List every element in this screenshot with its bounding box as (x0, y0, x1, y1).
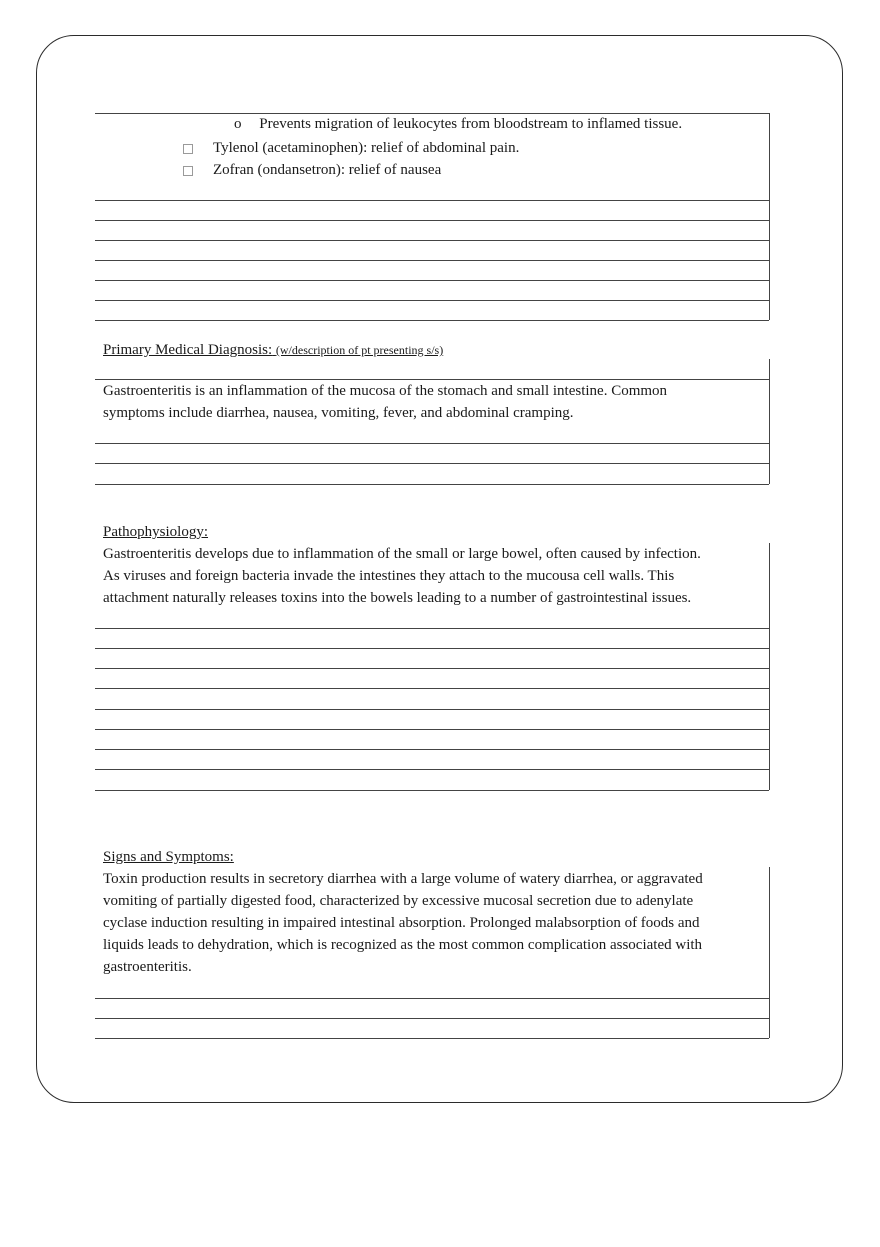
primary-diagnosis-title: Primary Medical Diagnosis: (103, 342, 273, 358)
pathophysiology-text (103, 543, 763, 609)
medication-item (183, 137, 519, 159)
section-right-border (769, 359, 770, 484)
writing-line (95, 300, 769, 301)
writing-line (95, 443, 769, 444)
medication-item-text: Tylenol (acetaminophen): relief of abdominal pain. (213, 140, 520, 156)
text-line: vomiting of partially digested food, characterized by excessive mucosal secretion due to adenylate (103, 893, 694, 909)
text-line: Gastroenteritis is an inflammation of the mucosa of the stomach and small intestine. Common (103, 383, 668, 399)
pathophysiology-heading: Pathophysiology: (103, 524, 209, 540)
section-right-border (769, 867, 770, 1038)
writing-line (95, 688, 769, 689)
text-line: gastroenteritis. (103, 959, 192, 975)
writing-line (95, 790, 769, 791)
writing-line (95, 463, 769, 464)
text-line: liquids leads to dehydration, which is recognized as the most common complication associated with (103, 937, 703, 953)
signs-symptoms-heading: Signs and Symptoms: (103, 849, 234, 865)
text-line: symptoms include diarrhea, nausea, vomiting, fever, and abdominal cramping. (103, 405, 574, 421)
writing-line (95, 648, 769, 649)
text-line: attachment naturally releases toxins into the bowels leading to a number of gastrointestinal issues. (103, 590, 692, 606)
writing-line (95, 769, 769, 770)
writing-line (95, 280, 769, 281)
sub-item-text: Prevents migration of leukocytes from bloodstream to inflamed tissue. (259, 116, 683, 132)
writing-line (95, 484, 769, 485)
writing-line (95, 200, 769, 201)
signs-symptoms-text (103, 868, 763, 978)
sub-bullet-marker: o (234, 116, 242, 132)
medication-item-text: Zofran (ondansetron): relief of nausea (213, 162, 442, 178)
bullet-box-icon (183, 144, 193, 154)
writing-line (95, 240, 769, 241)
writing-line (95, 320, 769, 321)
bullet-box-icon (183, 166, 193, 176)
text-line: Toxin production results in secretory diarrhea with a large volume of watery diarrhea, or aggravated (103, 871, 703, 887)
medication-item (183, 159, 441, 181)
primary-diagnosis-text (103, 380, 763, 424)
text-line: Gastroenteritis develops due to inflammation of the small or large bowel, often caused by infection. (103, 546, 701, 562)
writing-line (95, 260, 769, 261)
section-right-border (769, 543, 770, 790)
primary-diagnosis-heading (103, 342, 443, 359)
primary-diagnosis-subtitle: (w/description of pt presenting s/s) (275, 343, 444, 357)
medication-sub-item (234, 113, 682, 135)
text-line: cyclase induction resulting in impaired intestinal absorption. Prolonged malabsorption of foods and (103, 915, 700, 931)
writing-line (95, 1038, 769, 1039)
writing-line (95, 998, 769, 999)
writing-line (95, 220, 769, 221)
writing-line (95, 749, 769, 750)
writing-line (95, 729, 769, 730)
section-right-border (769, 113, 770, 320)
writing-line (95, 709, 769, 710)
writing-line (95, 628, 769, 629)
writing-line (95, 1018, 769, 1019)
writing-line (95, 668, 769, 669)
text-line: As viruses and foreign bacteria invade the intestines they attach to the mucousa cell walls. This (103, 568, 675, 584)
